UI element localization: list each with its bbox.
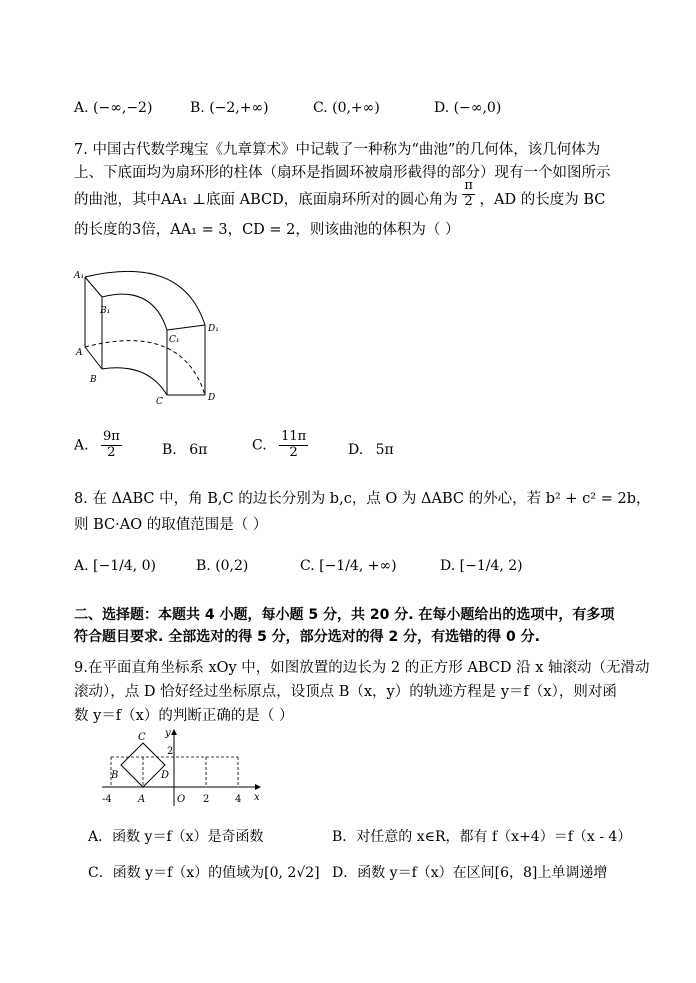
section-2-heading-line-1: 二、选择题：本题共 4 小题，每小题 5 分，共 20 分. 在每小题给出的选项中，有多项 — [74, 607, 615, 623]
q6-option-a: A. (−∞,−2) — [74, 100, 153, 116]
q7-option-d-value: 5π — [375, 442, 394, 458]
q7-option-c-fraction — [279, 430, 308, 461]
label-origin-o: O — [177, 794, 186, 805]
label-b1: B₁ — [100, 306, 111, 316]
q7-angle-fraction — [462, 179, 475, 210]
q9-option-b: B．对任意的 x∈R，都有 f（x+4）＝f（x - 4） — [332, 829, 632, 845]
q7-option-d — [348, 442, 394, 458]
q7-option-c — [252, 430, 308, 461]
q8-option-c: C. [−1/4, +∞) — [300, 558, 397, 574]
q7-option-b-letter: B. — [162, 442, 177, 458]
q7-option-c-num: 11π — [281, 429, 307, 444]
q7-option-c-den: 2 — [289, 444, 298, 460]
q9-line-1: 9.在平面直角坐标系 xOy 中，如图放置的边长为 2 的正方形 ABCD 沿 x 轴滚动（无滑动 — [74, 660, 650, 676]
label-d: D — [208, 393, 216, 403]
label-vertex-b: B — [111, 770, 119, 781]
label-d1: D₁ — [208, 324, 219, 334]
top-inner-arc — [102, 294, 167, 330]
q7-option-d-letter: D. — [348, 442, 364, 458]
q7-option-a-num: 9π — [103, 429, 120, 444]
q7-angle-num: π — [464, 177, 473, 193]
q8-option-b: B. (0,2) — [196, 558, 249, 574]
q7-line-3 — [74, 177, 606, 209]
q7-line-3b: ，AD 的长度为 BC — [479, 192, 606, 208]
label-a1: A₁ — [74, 271, 85, 281]
q7-curved-pool-figure — [72, 262, 232, 410]
label-b: B — [90, 375, 97, 385]
q7-option-c-letter: C. — [252, 437, 267, 454]
q9-option-d: D．函数 y＝f（x）在区间[6，8]上单调递增 — [332, 865, 608, 881]
label-c: C — [156, 397, 163, 407]
q7-line-1: 7. 中国古代数学瑰宝《九章算术》中记载了一种称为“曲池”的几何体，该几何体为 — [74, 142, 601, 158]
label-a: A — [76, 348, 83, 358]
q9-line-3: 数 y＝f（x）的判断正确的是（ ） — [74, 708, 294, 724]
q9-option-c: C．函数 y＝f（x）的值域为[0, 2√2] — [88, 865, 320, 881]
top-outer-arc — [85, 271, 205, 325]
q9-rolling-square-figure — [98, 726, 268, 810]
q7-option-a-letter: A. — [74, 437, 89, 454]
label-x-neg4: -4 — [102, 794, 112, 805]
q7-line-4: 的长度的3倍，AA₁ = 3，CD = 2，则该曲池的体积为（ ） — [74, 222, 460, 238]
q7-line-3a: 的曲池，其中AA₁ ⊥底面 ABCD，底面扇环所对的圆心角为 — [74, 192, 458, 208]
q7-line-2: 上、下底面均为扇环形的柱体（扇环是指圆环被扇形截得的部分）现有一个如图所示 — [74, 165, 611, 181]
q6-option-b: B. (−2,+∞) — [190, 100, 269, 116]
q7-option-a-den: 2 — [107, 444, 116, 460]
label-vertex-a: A — [138, 794, 146, 805]
label-vertex-d: D — [161, 770, 170, 781]
q8-line-2: 则 BC·AO 的取值范围是（ ） — [74, 517, 268, 533]
q8-option-d: D. [−1/4, 2) — [440, 558, 523, 574]
q7-option-b-value: 6π — [189, 442, 208, 458]
q7-angle-den: 2 — [464, 193, 473, 209]
label-c1: C₁ — [169, 335, 180, 345]
q7-option-a-fraction — [101, 430, 122, 461]
q6-option-c: C. (0,+∞) — [313, 100, 380, 116]
q9-line-2: 滚动），点 D 恰好经过坐标原点，设顶点 B（x，y）的轨迹方程是 y＝f（x），则对函 — [74, 684, 617, 700]
q7-option-b — [162, 442, 207, 458]
q6-option-d: D. (−∞,0) — [434, 100, 502, 116]
label-y-axis: y — [165, 728, 171, 739]
q7-option-a — [74, 430, 122, 461]
label-vertex-c: C — [138, 732, 146, 743]
label-y-2: 2 — [167, 746, 174, 757]
section-2-heading-line-2: 符合题目要求. 全部选对的得 5 分，部分选对的得 2 分，有选错的得 0 分. — [74, 629, 540, 645]
q8-line-1: 8. 在 ΔABC 中，角 B,C 的边长分别为 b,c，点 O 为 ΔABC 的外心，若 b² + c² = 2b， — [74, 491, 651, 507]
label-x-2: 2 — [203, 794, 210, 805]
q9-option-a: A．函数 y＝f（x）是奇函数 — [88, 829, 264, 845]
q8-option-a: A. [−1/4, 0) — [74, 558, 157, 574]
label-x-4: 4 — [235, 794, 242, 805]
label-x-axis: x — [254, 792, 260, 803]
